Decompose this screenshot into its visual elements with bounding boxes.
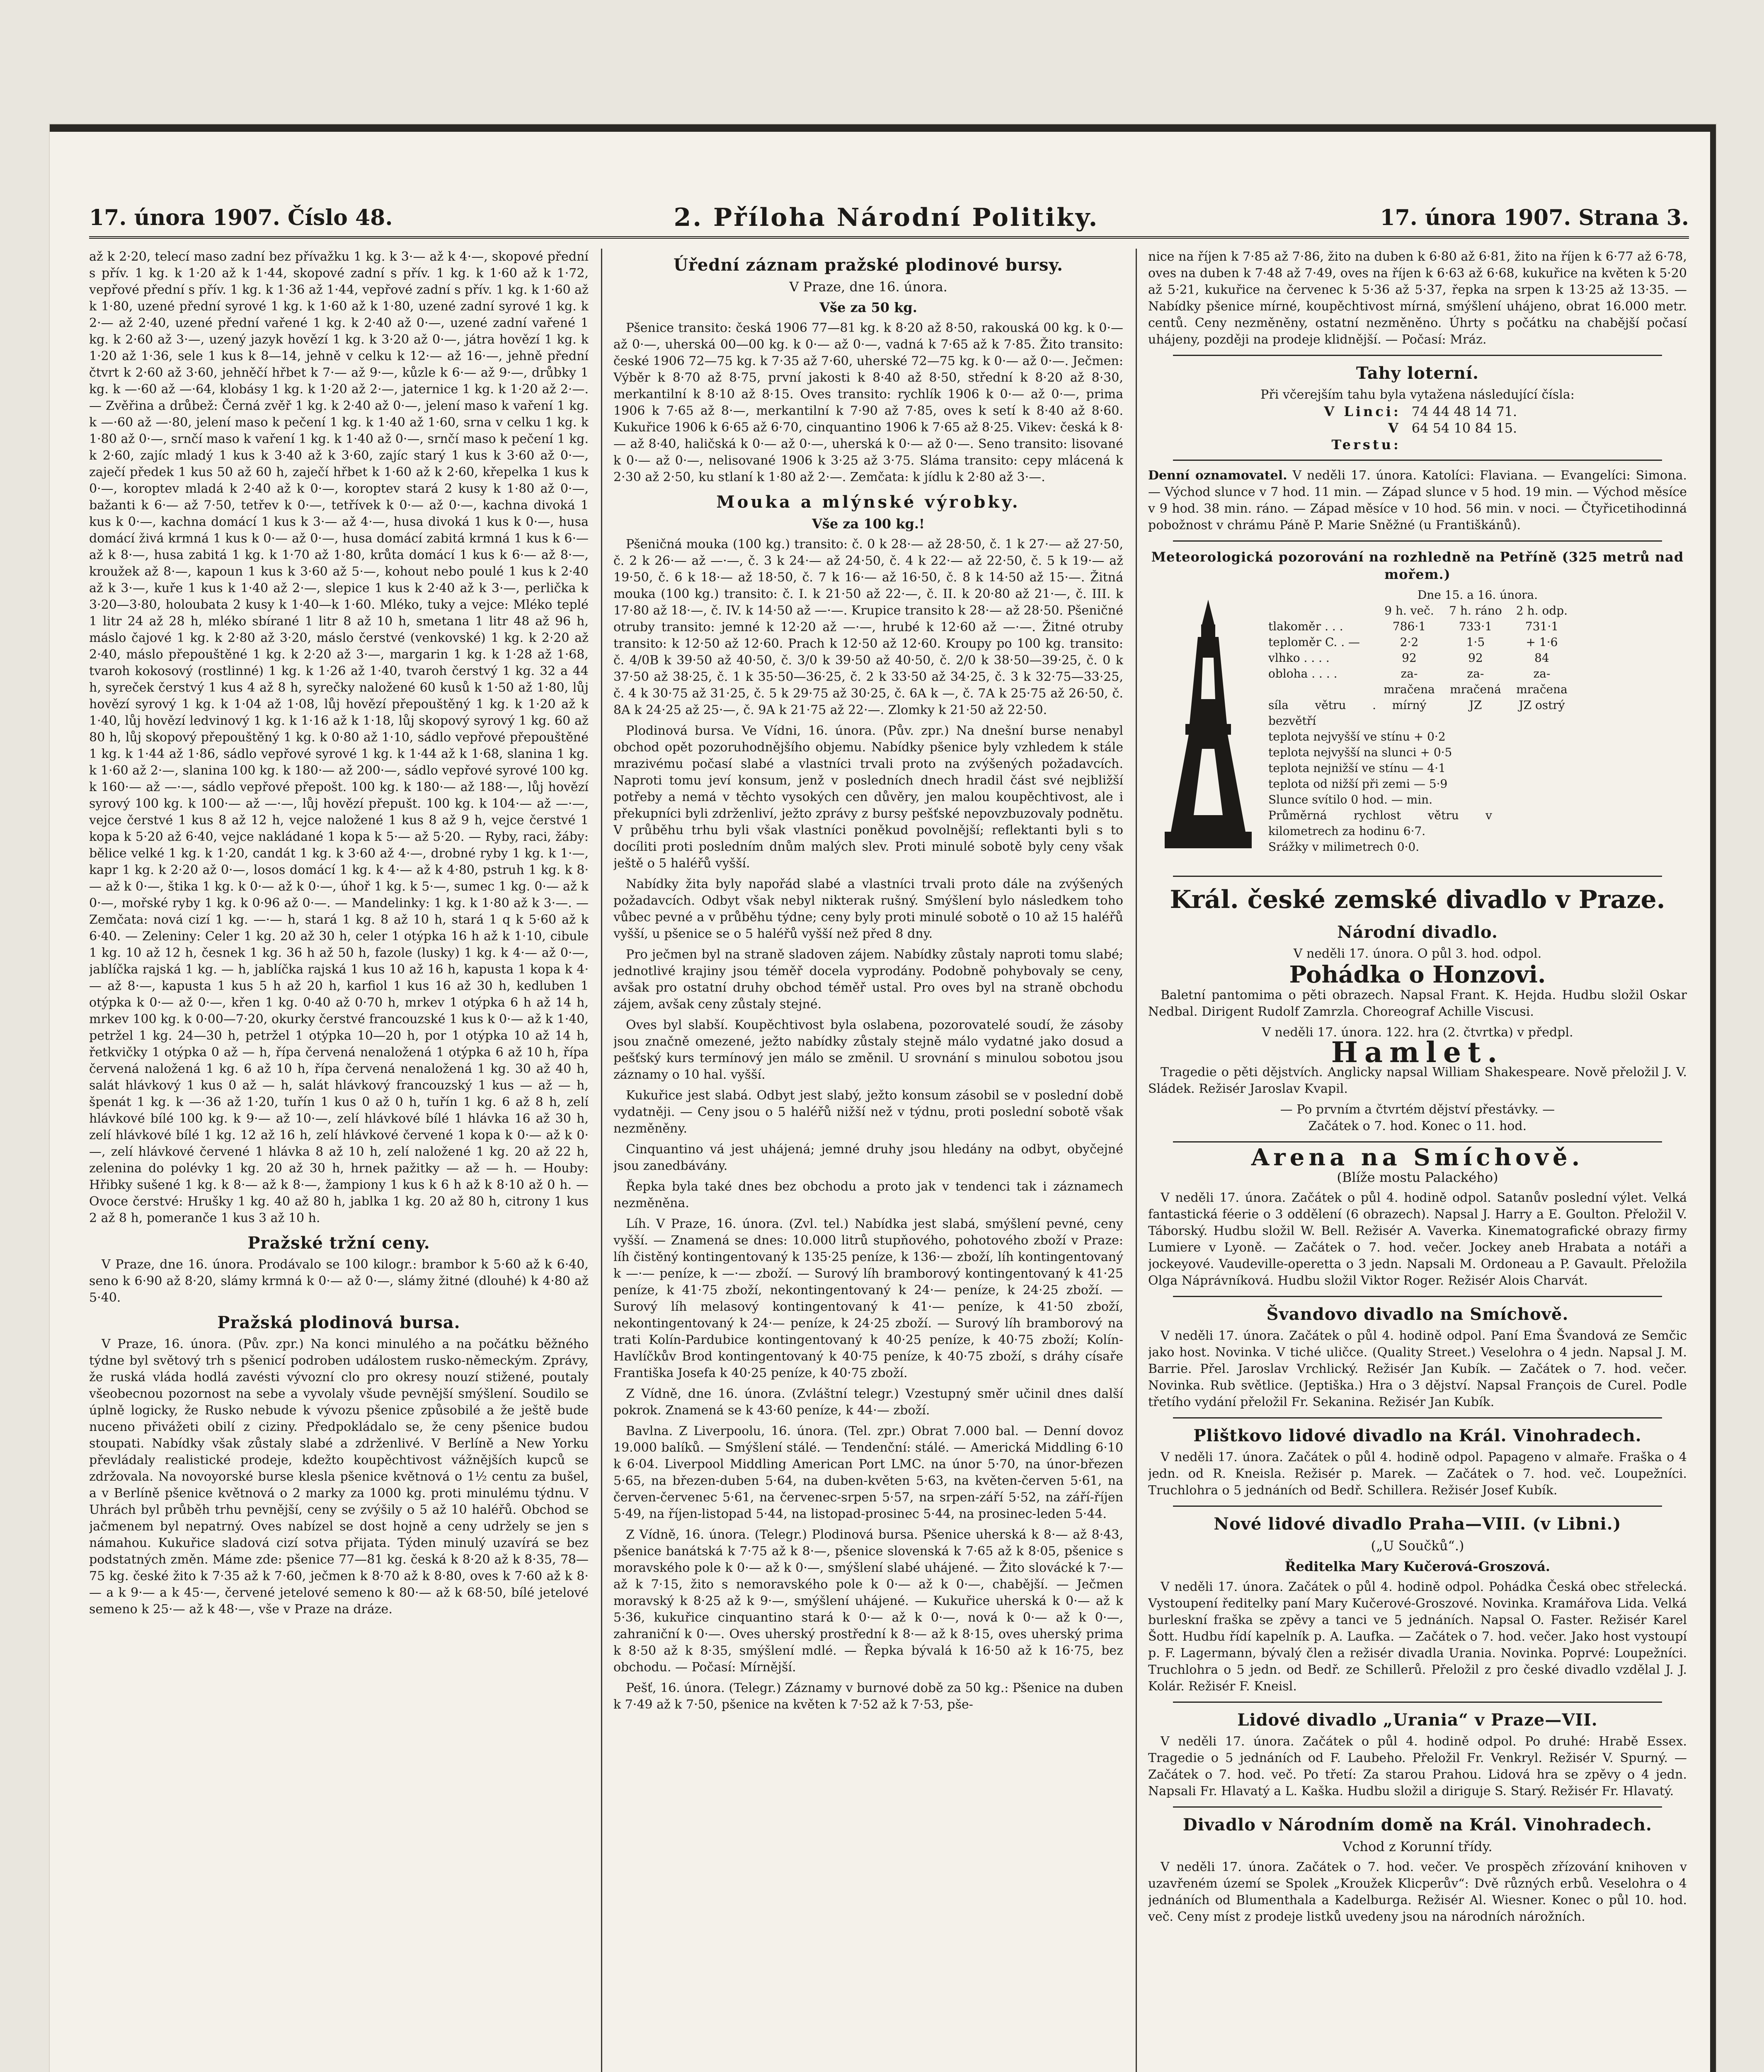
lottery-city: V Linci:: [1324, 404, 1401, 419]
meteo-value: 2·2: [1400, 635, 1419, 649]
weekday-text: V neděli 17. února. Katolíci: Flaviana. — Evangelíci: Simona. — Východ slunce v 7 hod. 11 min. — Západ slunce v 5 hod. 19 min. — Východ měsíce v 9 hod. 38 min. ráno. — Západ měsíce v 10 hod. 56 min. v noci. — Čtyřicetihodinná pobožnost v chrámu Páně P. Marie Sněžné (u Františkánů).: [1148, 468, 1687, 533]
plistek-text: V neděli 17. února. Začátek o půl 4. hodině odpol. Papageno v almaře. Fraška o 4 jedn. od R. Kneisla. Režisér p. Marek. — Začátek o 7. hod. več. Loupežníci. Truchlohra o 5 jednáních od Bedř. Schillera. Režisér Josef Kubík.: [1148, 1450, 1687, 1498]
svand-text: V neděli 17. února. Začátek o půl 4. hodině odpol. Paní Ema Švandová ze Semčic jako host. Novinka. V tiché uličce. (Quality Street.) Veselohra o 4 jedn. Napsal J. M. Barrie. Přel. Jaroslav Vrchlický. Režisér Jan Kubík. — Začátek o 7. hod. večer. Novinka. Rub světlice. (Jeptiška.) Hra o 3 dějství. Napsal François de Curel. Podle třetího vydání přeložil Fr. Sekanina. Režisér Jan Kubík.: [1148, 1329, 1687, 1409]
bursa-para: Řepka byla také dnes bez obchodu a proto jak v tendenci tak i záznamech nezměněna.: [613, 1179, 1123, 1210]
divider: [1173, 1702, 1662, 1703]
lottery-text: Při včerejším tahu byla vytažena následující čísla:: [1260, 387, 1575, 402]
meteo-value: 733·1: [1459, 620, 1493, 633]
divider: [1173, 1141, 1662, 1143]
meteo-time: 2 h. odp.: [1516, 604, 1568, 617]
meteo-value: za-mračena: [1516, 667, 1568, 696]
meteo-row: [1268, 619, 1687, 634]
bursa-para: Líh. V Praze, 16. února. (Zvl. tel.) Nabídka jest slabá, smýšlení pevné, ceny vyšší. — Znamená se dnes: 10.000 litrů stupňového, pohotového zboží v Praze: líh čistěný kontingentovaný k 135·25 peníze, k 136·— zboží, líh kontingentovaný k —·— peníze, k —·— zboží. — Surový líh bramborový kontingentovaný k 41·25 peníze, k 41·75 zboží, nekontingentovaný k 24·— peníze, k 24·25 zboží. — Surový líh melasový kontingentovaný k 41·— peníze, k 41·50 zboží, nekontingentovaný k 24·— peníze, k 24·25 zboží. — Surový líh bramborový na trati Kolín-Pardubice kontingentovaný k 40·25 peníze, k 40·75 zboží; Kolín-Havlíčkův Brod kontingentovaný k 40·75 peníze, k 40·75 zboží, s dráhy císaře Františka Josefa k 40·25 peníze, k 40·75 zboží.: [613, 1217, 1123, 1380]
bursa-para: Pro ječmen byl na straně sladoven zájem. Nabídky zůstaly naproti tomu slabé; jednotlivé krajiny jsou téměř docela vyprodány. Podobně pohybovaly se ceny, avšak pro ostatní druhy obchod téměř ustal. Pro oves byl na straně obchodu zájem, avšak ceny zůstaly stejné.: [613, 947, 1123, 1012]
official-bursa-sub: Vše za 50 kg.: [819, 300, 917, 315]
meteo-date: Dne 15. a 16. února.: [1417, 588, 1538, 602]
theatre-title: Král. české zemské divadlo v Praze.: [1170, 885, 1665, 914]
theatre-line: V neděli 17. února. 122. hra (2. čtvrtka) v předpl.: [1262, 1025, 1573, 1040]
bursa-text: V Praze, 16. února. (Pův. zpr.) Na konci minulého a na počátku běžného týdne byl světový trh s pšenicí podroben událostem rusko-německým. Zprávy, že ruská vláda hodlá zavésti vývozní clo pro okresy nouzí stižené, poutaly všeobecnou pozornost na sebe a vyvolaly všude pevnější smýšlení. Soudilo se úplně logicky, že Rusko nebude k vývozu pšenice způsobilé a že ještě bude nuceno přivážeti obilí z ciziny. Předpokládalo se, že ceny pšenice budou stoupati. Nabídky však zůstaly slabé a zdrženlivé. V Berlíně a New Yorku převládaly realistické prodeje, kdežto koupěchtivost vážnějších kupců se zdržovala. Na novoyorské burse klesla pšenice květnová o 1½ centu za bušel, a v Berlíně pšenice květnová o 2 marky za 1000 kg. proti minulému týdnu. V Uhrách byl průběh trhu pevnější, ceny se zvýšily o 5 až 10 haléřů. Obchod se jačmenem byl nepatrný. Oves nabízel se dost hojně a ceny udržely se jen s námahou. Kukuřice sladová cizí sotva přijata. Týden minulý uzavírá se bez podstatných změn. Máme zde: pšenice 77—81 kg. česká k 8·20 až k 8·35, 78—75 kg. české žito k 7·35 až k 7·60, ječmen k 8·70 až k 8·80, oves k 7·60 až k 8·— a k 9·— a k 45·—, červené jetelové semeno k 80·— až k 68·50, bílé jetelové semeno k 25·— až k 48·—, vše v Praze na dráze.: [89, 1337, 589, 1617]
meteo-label: vlhko . . . .: [1268, 651, 1330, 665]
divider: [1173, 460, 1662, 461]
play-title: Hamlet.: [1331, 1036, 1504, 1069]
nove-sub: („U Součků“.): [1371, 1538, 1464, 1554]
play-text: Tragedie o pěti dějstvích. Anglicky napsal William Shakespeare. Nově přeložil J. V. Sládek. Režisér Jaroslav Kvapil.: [1148, 1065, 1687, 1096]
divider: [1173, 1417, 1662, 1418]
bursa-para: Pšeničná mouka (100 kg.) transito: č. 0 k 28·— až 28·50, č. 1 k 27·— až 27·50, č. 2 k 26·— až —·—, č. 3 k 24·— až 24·50, č. 4 k 22·— až 22·50, č. 5 k 19·— až 19·50, č. 6 k 18·— až 18·50, č. 7 k 16·— až 16·50, č. 8 k 14·50 až 15·—. Žitná mouka (100 kg.) transito: č. I. k 21·50 až 22·—, č. II. k 20·80 až 21·—, č. III. k 17·80 až 18·—, č. IV. k 14·50 až —·—. Krupice transito k 28·— až 28·50. Pšeničné otruby transito: jemné k 12·20 až —·—, hrubé k 12·60 až —·—. Žitné otruby transito: k 12·50 až 12·60. Prach k 12·50 až 12·60. Kroupy po 100 kg. transito: č. 4/0B k 39·50 až 40·50, č. 3/0 k 39·50 až 40·50, č. 2/0 k 38·50—39·25, č. 0 k 37·50 až 38·25, č. 1 k 35·50—36·25, č. 2 k 33·50 až 34·25, č. 3 k 32·75—33·25, č. 4 k 30·75 až 31·25, č. 5 k 29·75 až 30·25, č. 6A k —, č. 7A k 25·75 až 26·50, č. 8A k 24·25 až 25·—, č. 9A k 21·75 až 22·—. Zlomky k 21·50 až 22·50.: [613, 537, 1123, 717]
meteo-value: JZ ostrý: [1519, 698, 1565, 712]
play-note: — Po prvním a čtvrtém dějství přestávky. —: [1280, 1102, 1555, 1117]
arena-text: V neděli 17. února. Začátek o půl 4. hodině odpol. Satanův poslední výlet. Velká fantastická féerie o 3 oddělení (6 obrazech). Napsal J. Harry a E. Goulton. Přeložil V. Táborský. Hudbu složil W. Bell. Režisér A. Vaverka. Kinematografické obrazy firmy Lumiere v Lyoně. — Začátek o 7. hod. večer. Jockey aneb Hrabata a notáři a jockeyové. Vaudeville-operetta o 3 jedn. Napsali M. Ordoneau a P. Gavault. Přeložila Olga Náprávníková. Hudbu složil Viktor Roger. Režisér Alois Charvát.: [1148, 1191, 1687, 1288]
page-header: [89, 199, 1689, 239]
nove-sub2: Ředitelka Mary Kučerová-Groszová.: [1284, 1559, 1551, 1574]
nove-title: Nové lidové divadlo Praha—VIII. (v Libni.): [1214, 1514, 1621, 1534]
trh-heading: Pražské tržní ceny.: [247, 1233, 430, 1253]
bursa-para: Z Vídně, dne 16. února. (Zvláštní telegr.) Vzestupný směr učinil dnes další pokrok. Znamená se k 43·60 peníze, k 44·— zboží.: [613, 1387, 1123, 1418]
lottery-city: V Terstu:: [1331, 420, 1401, 453]
lottery-heading: Tahy loterní.: [1356, 363, 1479, 383]
theatre-sub: Národní divadlo.: [1337, 922, 1498, 942]
scan-edge-top: [50, 124, 1716, 132]
meteo-extra: teplota nejnižší ve stínu — 4·1: [1268, 761, 1446, 775]
bursa-para: Oves byl slabší. Koupěchtivost byla oslabena, pozorovatelé soudí, že zásoby jsou značně omezené, ježto nabídky zůstaly stejně málo vydatné jako dosud a pešťský kurs termínový jen málo se změnil. U srovnání s minulou sobotou jsou záznamy o 10 hal. vyšší.: [613, 1018, 1123, 1082]
bursa-para: Plodinová bursa. Ve Vídni, 16. února. (Pův. zpr.) Na dnešní burse nenabyl obchod opět pozoruhodnějšího objemu. Nabídky pšenice byly vzhledem k stále mrazivému počasí slabé a vlastníci trvali proto na zvýšených požadavcích. Naproti tomu jeví konsum, jenž v posledních dnech hradil část své nejbližší potřeby a nemá v těchto vysokých cen důvěry, jen malou koupěchtivost, ale i překupníci byli zdrženliví, ježto zprávy z bursy pešťské nepovzbuzovaly podnětu. V průběhu trhu byli však vlastníci poněkud povolnější; reflektanti byli s to docíliti proti posledním dnům malých slev. Proti minulé sobotě byly ceny však ještě o 5 haléřů vyšší.: [613, 724, 1123, 871]
meteo-block: [1148, 587, 1687, 869]
lottery-numbers: 74 44 48 14 71.: [1411, 404, 1517, 419]
petrin-tower-icon: [1156, 600, 1260, 857]
lottery-row: [1148, 420, 1687, 453]
header-left: 17. února 1907. Číslo 48.: [89, 205, 393, 230]
bursa-para: Pšenice transito: česká 1906 77—81 kg. k 8·20 až 8·50, rakouská 00 kg. k 0·— až 0·—, uherská 00—00 kg. k 0·— až 0·—, vadná k 7·65 až k 7·85. Žito transito: české 1906 72—75 kg. k 7·35 až 7·60, uherské 72—75 kg. k 0·— až 0·—. Ječmen: Výběr k 8·70 až 8·75, první jakosti k 8·40 až 8·50, střední k 8·20 až 8·30, merkantilní k 8·10 až 8·15. Oves transito: rychlík 1906 k 0·— až 0·—, prima 1906 k 7·65 až 8·—, merkantilní k 7·90 až 7·85, oves k setí k 8·40 až 8·60. Kukuřice 1906 k 6·65 až 6·70, cinquantino 1906 k 7·65 až 8·25. Vikev: česká k 8·— až 8·40, haličská k 0·— až 0·—, uherská k 0·— až 0·—. Seno transito: lisované k 0·— až 0·—, nelisované 1906 k 3·25 až 3·75. Sláma transito: cepy mlácená k 2·30 až 2·50, ku stlaní k 1·80 až 2·—. Zemčata: k jídlu k 2·80 až 3·—.: [613, 321, 1123, 484]
column-2: [613, 249, 1123, 2072]
weekday-heading: Denní oznamovatel.: [1148, 468, 1287, 483]
meteo-extra: teplota nejvyšší ve stínu + 0·2: [1268, 730, 1446, 743]
meteo-value: za-mračená: [1450, 667, 1501, 696]
meteo-label: teploměr C. . —: [1268, 635, 1360, 649]
meteo-value: mírný: [1392, 698, 1427, 712]
divider: [1173, 540, 1662, 542]
official-bursa-title: Úřední záznam pražské plodinové bursy.: [673, 255, 1064, 275]
mouka-sub: Vše za 100 kg.!: [812, 516, 925, 532]
meteo-row: [1268, 634, 1687, 650]
mouka-heading: Mouka a mlýnské výrobky.: [716, 492, 1020, 512]
bursa-para: Z Vídně, 16. února. (Telegr.) Plodinová bursa. Pšenice uherská k 8·— až 8·43, pšenice banátská k 7·75 až k 8·—, pšenice slovenská k 7·65 až k 8·05, pšenice s moravského pole k 0·— až k 0·—, smýšlení slabé uhájené. — Žito slovácké k 7·— až k 7·15, žito s nemoravského pole k 0·— až k 0·—, chabější. — Ječmen moravský k 8·25 až k 9·—, smýšlení uhájené. — Kukuřice uherská k 0·— až k 5·36, kukuřice cinquantino stará k 0·— až k 0·—, nová k 0·— až k 0·—, zahraniční k 0·—. Oves uherský prostřední k 8·— až k 8·15, oves uherský prima k 8·50 až k 8·35, smýšlení mdlé. — Řepka bývalá k 16·50 až k 16·75, bez obchodu. — Počasí: Mírnější.: [613, 1527, 1123, 1675]
lottery-numbers: 64 54 10 84 15.: [1411, 420, 1517, 436]
meteo-extra: teplota nejvyšší na slunci + 0·5: [1268, 746, 1452, 759]
scan-edge-right: [1710, 124, 1716, 2072]
column-rule: [1136, 249, 1137, 2072]
newspaper-page: [50, 124, 1716, 2072]
meteo-value: 1·5: [1466, 635, 1485, 649]
play-times: Začátek o 7. hod. Konec o 11. hod.: [1308, 1119, 1527, 1133]
bursa-para: Cinquantino vá jest uhájená; jemné druhy jsou hledány na odbyt, obyčejné jsou zanedbávány.: [613, 1142, 1123, 1173]
plistek-title: Plištkovo lidové divadlo na Král. Vinohradech.: [1193, 1426, 1642, 1445]
meteo-extra: Srážky v milimetrech 0·0.: [1268, 840, 1420, 854]
narodni-sub: Vchod z Korunní třídy.: [1342, 1839, 1493, 1854]
column-3: [1148, 249, 1687, 2072]
header-center: 2. Příloha Národní Politiky.: [674, 203, 1099, 232]
market-prices-text: až k 2·20, telecí maso zadní bez přívažku 1 kg. k 3·— až k 4·—, skopové přední s přív. 1 kg. k 1·20 až k 1·44, skopové zadní s přív. 1 kg. k 1·60 až k 1·72, vepřové přední s přív. 1 kg. k 1·36 až 1·44, vepřové zadní s přív. 1 kg. k 1·60 až k 1·80, uzené přední syrové 1 kg. k 1·60 až k 1·80, uzené zadní syrové 1 kg. k 2·— až 2·40, uzené přední vařené 1 kg. k 2·40 až 0·—, uzené zadní vařené 1 kg. k 2·60 až 3·—, uzený jazyk hovězí 1 kg. k 3·20 až 0·—, játra hovězí 1 kg. k 1·20 až 1·36, sele 1 kus k 8—14, jehně v celku k 12·— až 16·—, jehně přední čtvrt k 2·60 až 3·60, jehněčí hřbet k 7·— až 9·—, kůzle k 6·— až 9·—, drůbky 1 kg. k —·60 až —·64, klobásy 1 kg. k 1·20 až 2·—, jaternice 1 kg. k 1·20 až 2·—. — Zvěřina a drůbež: Černá zvěř 1 kg. k 2·40 až 0·—, jelení maso k vaření 1 kg. k —·60 až —·80, jelení maso k pečení 1 kg. k 1·40 až 1·60, srna v celku 1 kg. k 1·80 až 0·—, srnčí maso k vaření 1 kg. k 1·40 až 0·—, srnčí maso k pečení 1 kg. k 2·60, zajíc mladý 1 kus k 3·40 až k 3·60, zajíc starý 1 kus k 3·60 až 0·—, zaječí předek 1 kus 50 až 60 h, zaječí hřbet k 1·60 až k 2·60, křepelka 1 kus k 0·—, koroptev mladá k 2·40 až k 0·—, koroptev stará 2 kusy k 1·80 až 0·—, bažanti k 6·— až 7·50, tetřev k 0·—, tetřívek k 0·— až 0·—, kachna divoká 1 kus k 0·—, kachna domácí 1 kus k 3·— až 4·—, husa divoká 1 kus k 0·—, husa domácí živá krmná 1 kus k 0·— až 0·—, husa domácí zabitá krmná 1 kus k 6·— až k 8·—, husa zabitá 1 kg. k 1·70 až 1·80, krůta domácí 1 kus k 6·— až 8·—, kroužek až 8·—, kapoun 1 kus k 3·60 až 5·—, kohout nebo poulé 1 kus k 2·40 až k 3·—, kuře 1 kus k 1·40 až 2·—, slepice 1 kus k 2·40 až k 3·—, perlička k 3·20—3·80, holoubata 2 kusy k 1·40—k 1·60. Mléko, tuky a vejce: Mléko teplé 1 litr 24 až 28 h, mléko sbírané 1 litr 8 až 10 h, smetana 1 litr 48 až 96 h, máslo čajové 1 kg. k 2·80 až 3·20, máslo čerstvé (venkovské) 1 kg. k 2·20 až 2·40, máslo přepouštěné 1 kg. k 2·20 až 3·—, margarin 1 kg. k 1·28 až 1·68, tvaroh kokosový (rostlinné) 1 kg. k 1·26 až 1·40, tvaroh čerstvý 1 kg. 32 a 44 h, syreček čerstvý 1 kus 4 až 8 h, syrečky naložené 60 kusů k 1·50 až 1·80, lůj hovězí syrový 1 kg. k 1·04 až 1·08, lůj hovězí přepouštěný 1 kg. k 1·20 až k 1·40, lůj hovězí ledvinový 1 kg. k 1·16 až k 1·18, lůj skopový syrový 1 kg. 60 až 80 h, lůj skopový přepouštěný 1 kg. k 0·80 až 1·10, sádlo vepřové přepouštěné 1 kg. k 1·44 až 1·86, sádlo vepřové syrové 1 kg. k 1·44 až k 1·68, slanina 1 kg. k 1·60 až 2·—, slanina 100 kg. k 180·— až 200·—, sádlo vepřové syrové 100 kg. k 160·— až —·—, sádlo vepřové přepošt. 100 kg. k 180·— až 188·—, lůj hovězí syrový 100 kg. k 100·— až —·—, lůj hovězí přepušt. 100 kg. k 104·— až —·—, vejce čerstvé 1 kus 8 až 12 h, vejce naložené 1 kus 8 až 9 h, vejce čerstvé 1 kopa k 5·20 až 6·40, vejce nakládané 1 kopa k 5·— až 5·20. — Ryby, raci, žáby: bělice velké 1 kg. k 1·20, candát 1 kg. k 3·60 až 4·—, drobné ryby 1 kg. k 1·—, kapr 1 kg. k 2·20 až 0·—, losos domácí 1 kg. k 4·— až k 4·80, pstruh 1 kg. k 8·— až k 0·—, štika 1 kg. k 0·— až k 0·—, úhoř 1 kg. k 5·—, sumec 1 kg. 0·— až k 0·—, mořské ryby 1 kg. k 0·96 až 0·—. — Mandelinky: 1 kg. k 1·80 až k 3·—. — Zemčata: nová cizí 1 kg. —·— h, stará 1 kg. 8 až 10 h, stará 1 q k 5·60 až k 6·40. — Zeleniny: Celer 1 kg. 20 až 30 h, celer 1 otýpka 16 h až k 1·10, cibule 1 kg. 10 až 12 h, česnek 1 kg. 36 h až 50 h, fazole (lusky) 1 kg. k 4·— až 0·—, jablíčka rajská 1 kg. — h, jablíčka rajská 1 kus 10 až 16 h, kapusta 1 kopa k 4·— až 8·—, kapusta 1 kus 5 h až 20 h, karfiol 1 kus 16 až 30 h, kedluben 1 otýpka k 0·— až 0·—, křen 1 kg. 0·40 až 0·70 h, mrkev 1 otýpka 6 h až 14 h, mrkev 100 kg. k 0·00—7·20, okurky čerstvé francouzské 1 kus k 0·— až k 1·40, petržel 1 kg. 24—30 h, petržel 1 otýpka 10—20 h, por 1 otýpka 10 až 14 h, řetkvičky 1 otýpka 0 až — h, řípa červená nenaložená 1 otýpka 6 až 10 h, řípa červená naložená 1 kg. 6 až 10 h, řípa červená nenaložená 1 kg. 30 až 40 h, salát hlávkový 1 kus 0 až — h, salát hlávkový francouzský 1 kus — až — h, špenát 1 kg. k —·36 až 1·20, tuřín 1 kus 0 až 0 h, tuřín 1 kg. 6 až 8 h, zelí hlávkové bílé 100 kg. k 9·— až 10·—, zelí hlávkové bílé 1 hlávka 16 až 30 h, zelí hlávkové bílé 1 kg. 12 až 16 h, zelí hlávkové červené 1 kopa k 0·— až k 0·—, zelí hlávkové červené 1 hlávka 8 až 10 h, zelí naložené 1 kg. 20 až 22 h, zelenina do polévky 1 kg. 20 až 30 h, hrnek pažitky — až — h. — Houby: Hřibky sušené 1 kg. k 8·— až k 8·—, žampiony 1 kus k 6 h až k 8·10 až 0 h. — Ovoce čerstvé: Hrušky 1 kg. 40 až 80 h, jablka 1 kg. 20 až 80 h, citrony 1 kus 2 až 8 h, pomeranče 1 kus 3 až 10 h.: [89, 249, 589, 1225]
bursa-para: Pešť, 16. února. (Telegr.) Záznamy v burnové době za 50 kg.: Pšenice na duben k 7·49 až k 7·50, pšenice na květen k 7·52 až k 7·53, pše-: [613, 1681, 1123, 1712]
meteo-value: 731·1: [1525, 620, 1559, 633]
meteo-times-row: [1268, 603, 1687, 619]
meteo-value: 92: [1468, 651, 1483, 665]
column-rule: [601, 249, 602, 2072]
pest-continued: nice na říjen k 7·85 až 7·86, žito na duben k 6·80 až 6·81, žito na říjen k 6·77 až 6·78, oves na duben k 7·48 až 7·49, oves na říjen k 6·63 až 6·68, kukuřice na květen k 5·20 až 5·21, kukuřice na červenec k 5·36 až 5·37, řepka na srpen k 13·25 až 13·35. — Nabídky pšenice mírné, koupěchtivost mírná, smýšlení uhájeno, obrat 16.000 metr. centů. Ceny nezměněny, ostatní nezměněno. Úhrty s počátku na chabější počasí uhájeny, později na prodeje klidnější. — Počasí: Mráz.: [1148, 249, 1687, 347]
meteo-value: JZ: [1469, 698, 1482, 712]
divider: [1173, 1506, 1662, 1507]
meteo-value: 92: [1402, 651, 1417, 665]
bursa-heading: Pražská plodinová bursa.: [217, 1313, 460, 1332]
bursa-para: Kukuřice jest slabá. Odbyt jest slabý, ježto konsum zásobil se v poslední době vydatněji. — Ceny jsou o 5 haléřů nižší než v týdnu, proti poslední sobotě však nezměněny.: [613, 1088, 1123, 1136]
meteo-extra: teplota od nižší při zemi — 5·9: [1268, 777, 1448, 791]
column-1: [89, 249, 589, 2072]
divider: [1173, 1806, 1662, 1808]
narodni-title: Divadlo v Národním domě na Král. Vinohradech.: [1183, 1815, 1652, 1835]
urania-title: Lidové divadlo „Urania“ v Praze—VII.: [1237, 1710, 1598, 1730]
narodni-text: V neděli 17. února. Začátek o 7. hod. večer. Ve prospěch zřízování knihoven v uzavřeném území se Spolek „Kroužek Klicperův“: Dvě různých erbů. Veselohra o 4 jednáních od Blumenthala a Kadelburga. Režisér Al. Wiesner. Konec o půl 10. hod. več. Ceny míst z prodeje listků uvedeny jsou na národních nárožních.: [1148, 1860, 1687, 1924]
meteo-value: 786·1: [1392, 620, 1426, 633]
urania-text: V neděli 17. února. Začátek o půl 4. hodině odpol. Po druhé: Hrabě Essex. Tragedie o 5 jednáních od F. Laubeho. Přeložil Fr. Venkryl. Režisér V. Spurný. — Začátek o 7. hod. več. Po třetí: Za starou Prahou. Lidová hra se zpěvy o 4 jedn. Napsali Fr. Hlavatý a L. Kaška. Hudbu složil a diriguje S. Starý. Režisér Fr. Hlavatý.: [1148, 1734, 1687, 1798]
meteo-value: za-mračena: [1384, 667, 1435, 696]
divider: [1173, 355, 1662, 356]
play-title: Pohádka o Honzovi.: [1289, 961, 1546, 988]
theatre-line: V neděli 17. února. O půl 3. hod. odpol.: [1293, 946, 1542, 961]
meteo-time: 9 h. več.: [1384, 604, 1434, 617]
meteo-row: [1268, 650, 1687, 666]
svand-title: Švandovo divadlo na Smíchově.: [1266, 1305, 1569, 1324]
bursa-para: Nabídky žita byly napořád slabé a vlastníci trvali proto dále na zvýšených požadavcích. Odbyt však nebyl nikterak rušný. Smýšlení bylo následkem toho vůbec pevné a v průběhu týdne; ceny byly proti minulé sobotě o 10 až 15 haléřů vyšší, u pšenice se o 5 haléřů vyšší než před 8 dny.: [613, 877, 1123, 941]
meteo-label: obloha . . . .: [1268, 667, 1338, 680]
meteo-row: [1268, 666, 1687, 697]
arena-sub: (Blíže mostu Palackého): [1337, 1169, 1498, 1185]
header-right: 17. února 1907. Strana 3.: [1380, 205, 1689, 230]
arena-title: Arena na Smíchově.: [1251, 1144, 1584, 1171]
meteo-value: + 1·6: [1526, 635, 1558, 649]
play-text: Baletní pantomima o pěti obrazech. Napsal Frant. K. Hejda. Hudbu složil Oskar Nedbal. Dirigent Rudolf Zamrzla. Choreograf Achille Viscusi.: [1148, 988, 1687, 1019]
meteo-heading: Meteorologická pozorování na rozhledně na Petříně (325 metrů nad mořem.): [1151, 549, 1684, 582]
nove-text: V neděli 17. února. Začátek o půl 4. hodině odpol. Pohádka Česká obec střelecká. Vystoupení ředitelky paní Mary Kučerové-Groszové. Novinka. Kramářova Lida. Velká burleskní fraška se zpěvy a tanci ve 5 jednáních. Napsal O. Faster. Režisér Karel Šott. Hudbu řídí kapelník p. A. Laufka. — Začátek o 7. hod. večer. Jako host vystoupí p. F. Lagermann, bývalý člen a režisér divadla Urania. Novinka. Poprvé: Loupežníci. Truchlohra o 5 jedn. od Bedř. ze Schillerů. Přeložil z pro české divadlo vzdělal J. J. Kolár. Režisér F. Kneisl.: [1148, 1580, 1687, 1694]
meteo-label: tlakoměr . . .: [1268, 620, 1343, 633]
meteo-extra: Slunce svítilo 0 hod. — min.: [1268, 793, 1433, 806]
official-bursa-date: V Praze, dne 16. února.: [789, 279, 947, 295]
meteo-label: síla větru . bezvětří: [1268, 698, 1376, 728]
divider: [1173, 876, 1662, 877]
bursa-para: Bavlna. Z Liverpoolu, 16. února. (Tel. zpr.) Obrat 7.000 bal. — Denní dovoz 19.000 balíků. — Smýšlení stálé. — Tendenční: stálé. — Americká Middling 6·10 k 6·04. Liverpool Middling American Port LMC. na únor 5·70, na únor-březen 5·65, na březen-duben 5·64, na duben-květen 5·63, na květen-červen 5·61, na červen-červenec 5·61, na červenec-srpen 5·57, na srpen-září 5·52, na září-říjen 5·49, na říjen-listopad 5·44, na listopad-prosinec 5·44, na prosinec-leden 5·44.: [613, 1424, 1123, 1521]
weekday-announcer: [1148, 467, 1687, 534]
meteo-time: 7 h. ráno: [1449, 604, 1502, 617]
lottery-row: [1148, 403, 1687, 420]
divider: [1173, 1296, 1662, 1297]
meteo-extra: Průměrná rychlost větru v kilometrech za hodinu 6·7.: [1268, 808, 1492, 838]
meteo-value: 84: [1534, 651, 1549, 665]
meteo-table: [1268, 587, 1687, 855]
trh-text: V Praze, dne 16. února. Prodávalo se 100 kilogr.: brambor k 5·60 až k 6·40, seno k 6·90 až 8·20, slámy krmná k 0·— až 0·—, slámy žitné (dlouhé) k 4·80 až 5·40.: [89, 1257, 589, 1305]
meteo-row: [1268, 697, 1687, 729]
